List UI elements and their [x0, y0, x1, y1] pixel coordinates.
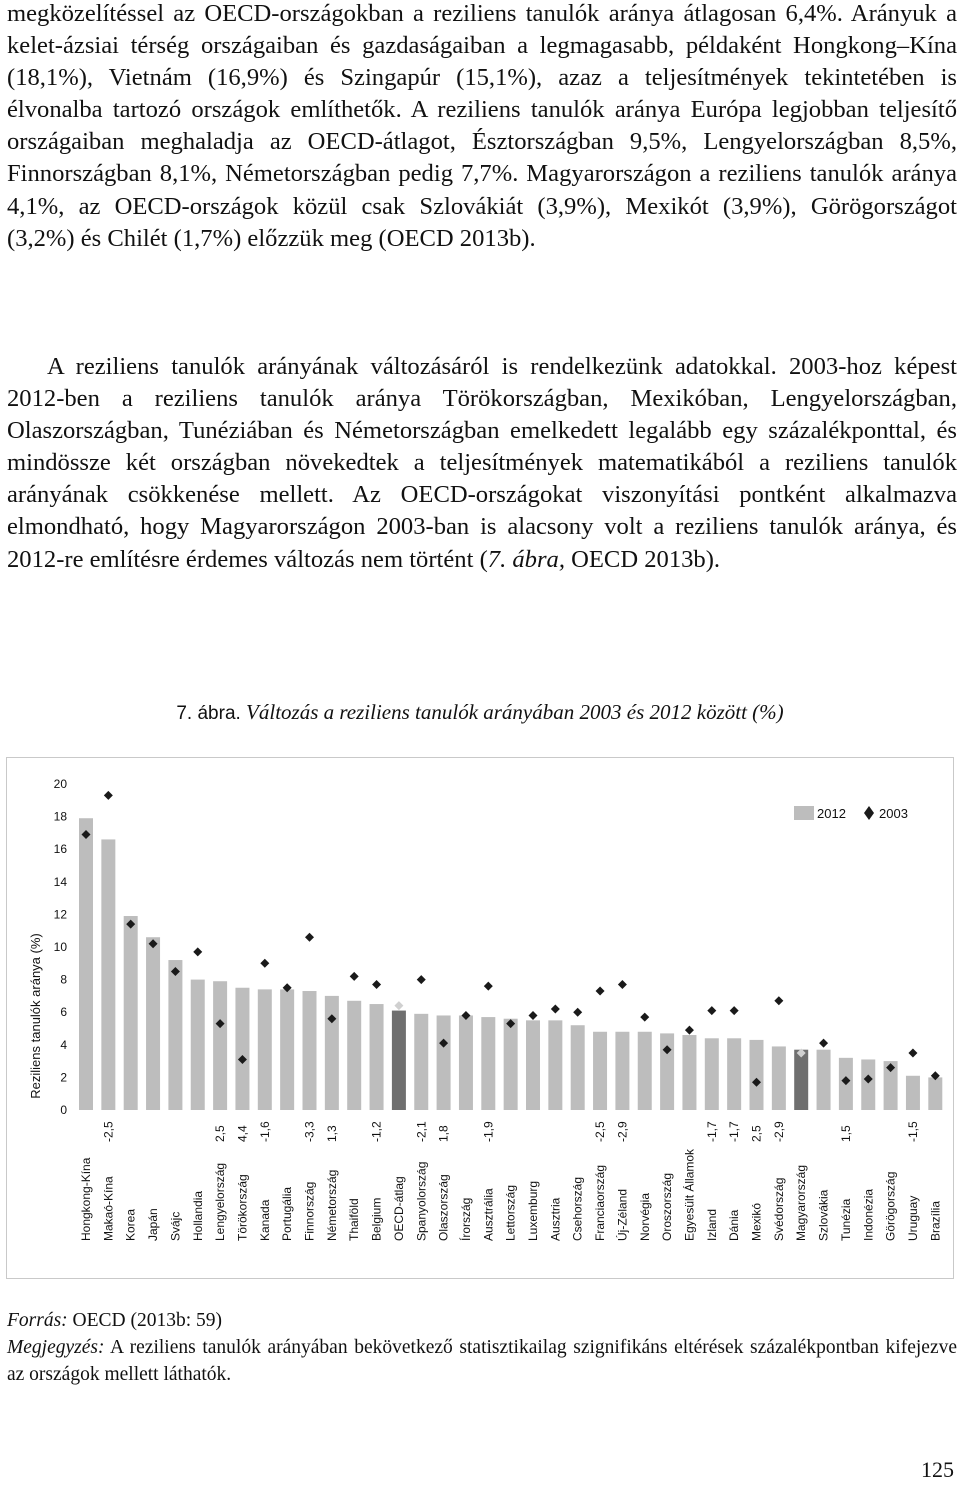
marker-2003	[707, 1006, 716, 1015]
marker-2003	[484, 982, 493, 991]
x-tick-label: Csehország	[570, 1176, 585, 1241]
legend	[794, 806, 908, 821]
bar-2012	[213, 981, 227, 1110]
figure-title: Változás a reziliens tanulók arányában 2003 és 2012 között (%)	[246, 700, 784, 724]
paragraph-2-text: A reziliens tanulók arányának változásáról is rendelkezünk adatokkal. 2003-hoz képest 2012-ben a reziliens tanulók aránya Törökországban, Mexikóban, Lengyelországban, Olaszországban, Tunéziában és Németországban emelkedett legalább egy százalékponttal, és mindössze két országban növekedtek a teljesítmények matematikából a reziliens tanulók arányának csökkenése mellett. Az OECD-országokat viszonyítási pontként alkalmazva elmondható, hogy Magyarországon 2003-ban is alacsony volt a reziliens tanulók aránya, és 2012-re említésre érdemes változás nem történt (	[7, 353, 957, 573]
marker-2003	[640, 1013, 649, 1022]
bar-2012	[280, 989, 294, 1110]
x-tick-label: Thaiföld	[347, 1198, 362, 1241]
paragraph-2-end: OECD 2013b).	[564, 545, 721, 573]
legend-label-2012: 2012	[817, 806, 846, 821]
x-tick-label: Japán	[146, 1208, 161, 1241]
x-tick-label: Írország	[458, 1197, 473, 1241]
x-tick-label: OECD-átlag	[391, 1176, 406, 1241]
change-label: -1,7	[727, 1121, 742, 1142]
bar-2012	[750, 1040, 764, 1110]
marker-2003	[573, 1008, 582, 1017]
y-tick-label: 4	[60, 1037, 67, 1052]
source-label: Forrás:	[7, 1310, 68, 1331]
marker-2003	[260, 959, 269, 968]
x-tick-label: Egyesült Államok	[682, 1148, 697, 1241]
x-tick-label: Oroszország	[660, 1172, 675, 1241]
x-tick-label: Spanyolország	[414, 1161, 429, 1241]
marker-2003	[819, 1039, 828, 1048]
bar-2012	[615, 1032, 629, 1110]
chart-frame	[6, 757, 954, 1279]
y-tick-label: 10	[53, 940, 67, 954]
bar-2012	[146, 937, 160, 1110]
bar-2012	[772, 1046, 786, 1110]
x-tick-label: Tunézia	[838, 1198, 853, 1241]
bar-2012	[258, 989, 272, 1110]
bar-2012	[504, 1019, 518, 1110]
x-tick-label: Kanada	[257, 1199, 272, 1241]
x-tick-label: Svédország	[771, 1177, 786, 1241]
change-label: 1,8	[436, 1125, 451, 1142]
change-label: -3,3	[302, 1121, 317, 1142]
remark-label: Megjegyzés:	[7, 1337, 105, 1358]
change-label: -2,5	[101, 1121, 116, 1142]
change-label: -2,9	[615, 1121, 630, 1142]
bar-2012	[124, 916, 138, 1110]
bar-2012	[571, 1025, 585, 1110]
bar-2012	[861, 1059, 875, 1110]
marker-2003	[596, 987, 605, 996]
y-axis	[54, 777, 68, 1117]
bar-2012	[414, 1014, 428, 1110]
bar-2012	[392, 1011, 406, 1110]
x-tick-label: Ausztrália	[481, 1188, 496, 1241]
x-tick-label: Törökország	[235, 1174, 250, 1241]
x-tick-label: Uruguay	[905, 1195, 920, 1241]
x-tick-label: Svájc	[168, 1211, 183, 1241]
x-tick-label: Ausztria	[548, 1197, 563, 1241]
y-tick-label: 6	[60, 1005, 67, 1020]
x-tick-label: Portugália	[280, 1186, 295, 1241]
figure-label: 7. ábra.	[176, 703, 241, 724]
change-label: -1,9	[481, 1121, 496, 1142]
change-labels	[101, 1121, 920, 1142]
change-label: -1,2	[369, 1121, 384, 1142]
x-axis-labels	[79, 1148, 942, 1241]
x-tick-label: Brazília	[928, 1200, 943, 1241]
legend-swatch-2012	[794, 806, 814, 820]
x-tick-label: Luxemburg	[526, 1180, 540, 1241]
change-label: 1,3	[324, 1125, 339, 1142]
source-note	[7, 1307, 957, 1334]
legend-label-2003: 2003	[879, 806, 908, 821]
figure-reference: 7. ábra,	[487, 545, 565, 573]
x-tick-label: Lettország	[503, 1184, 518, 1241]
bar-2012	[347, 1001, 361, 1110]
bar-2012	[370, 1004, 384, 1110]
x-tick-label: Olaszország	[436, 1174, 451, 1241]
x-tick-label: Németország	[324, 1169, 339, 1241]
change-label: -2,1	[414, 1121, 429, 1142]
marker-2003	[685, 1026, 694, 1035]
bar-2012	[794, 1050, 808, 1110]
x-tick-label: Szlovákia	[816, 1189, 831, 1241]
paragraph-1: megközelítéssel az OECD-országokban a reziliens tanulók aránya átlagosan 6,4%. Arányuk a kelet-ázsiai térség országaiban és gazdaságaiban a legmagasabb, példaként Hongkong–Kína (18,1%), Vietnám (16,9%) és Szingapúr (15,1%), azaz a teljesítmények tekintetében is élvonalba tartozó országok említhetők. A reziliens tanulók aránya Európa legjobban teljesítő országaiban meghaladja az OECD-átlagot, Észtországban 9,5%, Lengyelországban 8,5%, Finnországban 8,1%, Németországban pedig 7,7%. Magyarországon a reziliens tanulók aránya 4,1%, az OECD-országok közül csak Szlovákiát (3,9%), Mexikót (3,9%), Görögországot (3,2%) és Chilét (1,7%) előzzük meg (OECD 2013b).	[7, 0, 957, 252]
bar-2012	[638, 1032, 652, 1110]
bar-2012	[325, 996, 339, 1110]
bar-2012	[660, 1033, 674, 1110]
remark-note	[7, 1334, 957, 1388]
bar-2012	[593, 1032, 607, 1110]
marker-2003	[104, 791, 113, 800]
remark-text: A reziliens tanulók arányában bekövetkező statisztikailag szignifikáns eltérések százalékpontban kifejezve az országok mellett láthatók.	[7, 1337, 957, 1385]
marker-2003	[193, 947, 202, 956]
bar-2012	[817, 1050, 831, 1110]
change-label: 2,5	[749, 1125, 764, 1142]
x-tick-label: Hollandia	[190, 1190, 205, 1241]
bar-2012	[526, 1020, 540, 1110]
x-tick-label: Dánia	[727, 1209, 742, 1241]
legend-marker-2003	[864, 806, 874, 820]
x-tick-label: Új-Zéland	[615, 1188, 630, 1241]
y-tick-label: 8	[60, 972, 67, 987]
marker-2003	[618, 980, 627, 989]
marker-2003	[394, 1001, 403, 1010]
x-tick-label: Mexikó	[749, 1202, 764, 1241]
x-tick-label: Belgium	[369, 1197, 384, 1241]
change-label: 4,4	[235, 1125, 250, 1142]
x-tick-label: Lengyelország	[213, 1162, 228, 1241]
bar-2012	[548, 1020, 562, 1110]
y-tick-label: 16	[53, 842, 67, 857]
bar-2012	[906, 1076, 920, 1110]
marker-2003	[551, 1004, 560, 1013]
bar-2012	[682, 1035, 696, 1110]
x-tick-label: Görögország	[883, 1171, 898, 1241]
change-label: -2,9	[771, 1121, 786, 1142]
marker-2003	[372, 980, 381, 989]
x-tick-label: Norvégia	[637, 1192, 652, 1241]
change-label: -1,6	[257, 1121, 272, 1142]
bar-2012	[303, 991, 317, 1110]
bar-2012	[481, 1017, 495, 1110]
y-axis-label: Reziliens tanulók aránya (%)	[28, 933, 43, 1099]
bar-2012	[101, 839, 115, 1110]
x-tick-label: Izland	[704, 1208, 719, 1241]
change-label: -1,7	[704, 1121, 719, 1142]
bar-2012	[191, 980, 205, 1110]
change-label: 2,5	[213, 1125, 228, 1142]
y-tick-label: 12	[53, 907, 67, 922]
marker-2003	[417, 975, 426, 984]
figure-caption	[0, 700, 960, 725]
marker-2003	[908, 1048, 917, 1057]
y-tick-label: 2	[60, 1070, 67, 1085]
paragraph-2	[7, 351, 957, 576]
bar-2012	[437, 1015, 451, 1110]
marker-2003	[529, 1011, 538, 1020]
resilience-bar-chart	[7, 758, 953, 1278]
marker-2003	[305, 933, 314, 942]
bar-2012	[705, 1038, 719, 1110]
y-tick-label: 14	[53, 874, 67, 889]
x-tick-label: Magyarország	[794, 1164, 809, 1241]
bar-2012	[459, 1015, 473, 1110]
bar-2012	[235, 988, 249, 1110]
bar-2012	[168, 960, 182, 1110]
x-tick-label: Korea	[123, 1208, 138, 1241]
bars-2012	[79, 818, 942, 1110]
change-label: -2,5	[593, 1121, 608, 1142]
x-tick-label: Franciaország	[593, 1164, 608, 1241]
x-tick-label: Makaó-Kína	[101, 1176, 116, 1241]
x-tick-label: Finnország	[302, 1181, 317, 1241]
y-tick-label: 0	[60, 1103, 67, 1117]
source-text: OECD (2013b: 59)	[67, 1310, 223, 1331]
page-number: 125	[921, 1457, 954, 1482]
bar-2012	[727, 1038, 741, 1110]
marker-2003	[730, 1006, 739, 1015]
x-tick-label: Indonézia	[861, 1188, 876, 1241]
y-tick-label: 18	[53, 809, 67, 824]
x-tick-label: Hongkong-Kína	[79, 1157, 93, 1241]
bar-2012	[79, 818, 93, 1110]
y-tick-label: 20	[53, 777, 67, 791]
change-label: 1,5	[838, 1125, 853, 1142]
change-label: -1,5	[905, 1121, 920, 1142]
marker-2003	[350, 972, 359, 981]
bar-2012	[928, 1077, 942, 1110]
marker-2003	[774, 996, 783, 1005]
